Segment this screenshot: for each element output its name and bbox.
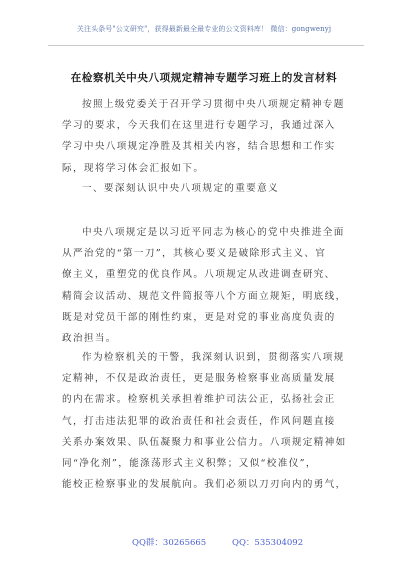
paragraph-line: 气，打击违法犯罪的政治责任和社会责任，作风问题直接 [62, 415, 336, 427]
paragraph-line: 既是对党员干部的刚性约束，更是对党的事业高度负责的 [62, 311, 336, 323]
page-header [0, 0, 408, 52]
paragraph-line: 僚主义，重塑党的优良作风。八项规定从改进调查研究、 [62, 269, 336, 281]
paragraph-line: 关系办案效果、队伍凝聚力和事业公信力。八项规定精神如 [62, 436, 347, 448]
paragraph-line: 一、要深刻认识中央八项规定的重要意义 [82, 183, 279, 194]
paragraph-line: 学习中央八项规定净胜及其相关内容，结合思想和工作实 [62, 141, 336, 153]
body-paragraph [62, 178, 346, 199]
body-paragraph [62, 94, 346, 179]
paragraph-line: 作为检察机关的干警，我深刻认识到，贯彻落实八项规 [82, 352, 345, 363]
body-paragraph [62, 347, 346, 495]
paragraph-line: 能校正检察事业的发展航向。我们必须以刀刃向内的勇气， [62, 479, 347, 491]
footer-qq-group: QQ群：30265665 [132, 538, 207, 548]
paragraph-line: 学习的要求，今天我们在这里进行专题学习，我通过深入 [62, 120, 336, 132]
paragraph-line: 从严治党的“第一刀”，其核心要义是破除形式主义、官 [62, 248, 327, 260]
paragraph-line: 政治担当。 [62, 333, 117, 345]
document-title: 在检察机关中央八项规定精神专题学习班上的发言材料 [70, 72, 338, 84]
paragraph-line: 同“净化剂”，能涤荡形式主义积弊；又似“校准仪”， [62, 458, 317, 470]
paragraph-line: 的内在需求。检察机关承担着维护司法公正，弘扬社会正 [62, 394, 336, 406]
paragraph-line: 定精神，不仅是政治责任，更是服务检察事业高质量发展 [62, 373, 336, 385]
footer-qq: QQ：535304092 [232, 538, 304, 548]
paragraph-line: 精简会议活动、规范文件简报等八个方面立规矩，明底线， [62, 290, 347, 302]
paragraph-line: 际，现将学习体会汇报如下。 [62, 162, 205, 174]
body-paragraph [62, 222, 346, 349]
paragraph-line: 按照上级党委关于召开学习贯彻中央八项规定精神专题 [82, 99, 345, 110]
header-divider [48, 45, 364, 46]
paragraph-line: 中央八项规定是以习近平同志为核心的党中央推进全面 [82, 227, 345, 238]
header-promo-text: 关注头条号"公文研究"，获得最新最全最专业的公文资料库！ 微信：gongwenyj [76, 25, 332, 33]
